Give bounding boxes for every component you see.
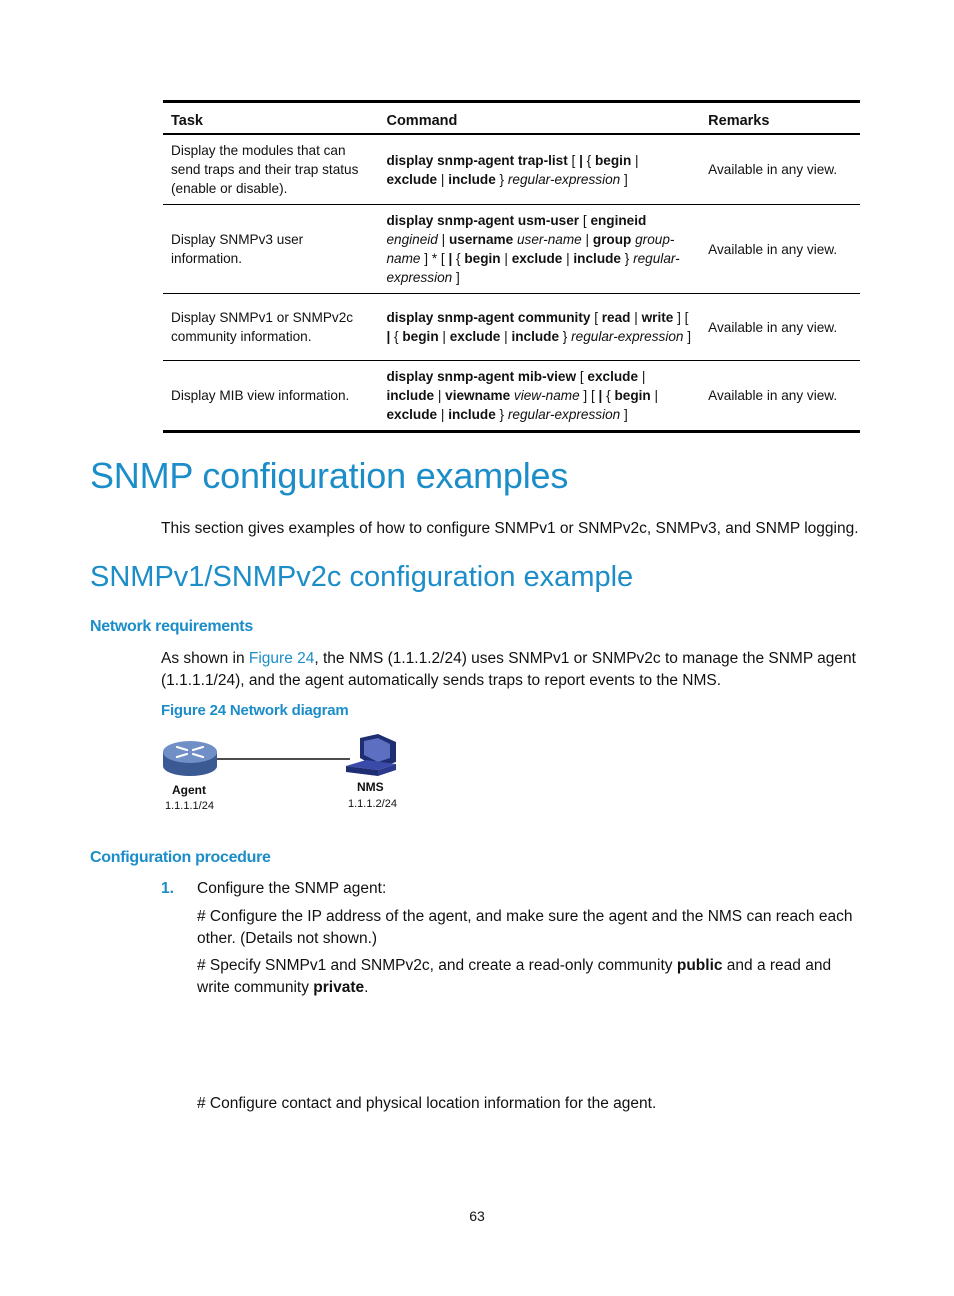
subsection-title: SNMPv1/SNMPv2c configuration example [90,561,634,593]
page-number: 63 [469,1208,485,1224]
task-cell: Display the modules that can send traps and their trap status (enable or disable). [163,134,378,205]
command-cell [378,134,700,205]
command-syntax: { [390,329,403,344]
command-syntax: ] * [ [420,251,449,266]
command-syntax: { [602,388,615,403]
command-keyword: begin [464,251,501,266]
configuration-procedure-heading: Configuration procedure [90,849,271,866]
nms-label: NMS [357,780,384,794]
command-syntax: { [452,251,465,266]
command-syntax: [ [579,213,591,228]
remarks-cell: Available in any view. [700,294,860,361]
table-row [163,361,860,432]
table-row [163,205,860,294]
command-keyword: begin [402,329,439,344]
command-syntax: } [495,407,508,422]
command-keyword: exclude [511,251,563,266]
command-syntax: [ [590,310,602,325]
command-argument: regular-expression [507,171,621,187]
note-text: . [364,978,369,996]
command-argument: engineid [386,232,438,247]
procedure-note-contact: # Configure contact and physical location information for the agent. [197,1095,657,1112]
command-keyword: exclude [386,407,438,422]
command-syntax: | [438,329,450,344]
command-keyword: begin [595,152,632,168]
task-cell: Display MIB view information. [163,361,378,432]
command-syntax: | [650,388,659,403]
command-syntax: | [631,152,639,168]
command-argument: regular-expression [571,329,684,344]
step-text: Configure the SNMP agent: [197,880,387,897]
note-text: and a read and write community [197,957,832,996]
command-table [163,100,860,433]
nms-computer-icon [346,734,396,776]
command-syntax: | [434,388,446,403]
command-syntax: | [500,251,512,266]
network-requirements-text [161,648,866,691]
remarks-cell: Available in any view. [700,134,860,205]
command-syntax: | [437,232,449,247]
command-syntax: ] [ [673,310,689,325]
figure-24-link[interactable]: Figure 24 [248,650,315,667]
command-keyword: include [448,171,496,187]
command-argument: view-name [513,388,580,403]
procedure-note-ip: # Configure the IP address of the agent, and make sure the agent and the NMS can reach each other. (Details not shown.) [197,908,853,947]
command-keyword: username [448,232,514,247]
command-syntax: | [638,369,646,384]
command-syntax: | [581,232,593,247]
command-argument: regular-expression [386,251,680,285]
command-keyword: begin [614,388,651,403]
command-keyword: include [386,388,435,403]
command-keyword: display snmp-agent mib-view [386,369,577,384]
switch-icon [163,741,217,776]
command-keyword: include [511,329,560,344]
command-syntax: { [582,152,595,168]
command-argument: user-name [516,232,582,247]
nms-ip: 1.1.1.2/24 [348,798,397,810]
command-syntax: ] [ [579,388,599,403]
task-cell: Display SNMPv1 or SNMPv2c community information. [163,294,378,361]
command-syntax: | [437,171,449,187]
command-syntax: ] [620,171,628,187]
command-keyword: group [592,232,632,247]
command-argument: group-name [386,232,675,266]
table-header-row [163,102,860,135]
command-syntax: ] [683,329,692,344]
command-cell [378,361,700,432]
command-keyword: display snmp-agent trap-list [386,152,568,168]
table-row [163,294,860,361]
header-command: Command [378,102,700,135]
command-keyword: display snmp-agent community [386,310,591,325]
section-title: SNMP configuration examples [90,455,569,496]
command-keyword: viewname [445,388,511,403]
command-syntax: ] [452,270,460,285]
command-syntax: | [630,310,642,325]
command-syntax: [ [576,369,588,384]
command-keyword: | [579,152,583,168]
remarks-cell: Available in any view. [700,205,860,294]
section-intro: This section gives examples of how to configure SNMPv1 or SNMPv2c, SNMPv3, and SNMP logging. [161,520,859,537]
command-keyword: exclude [587,369,639,384]
task-cell: Display SNMPv3 user information. [163,205,378,294]
command-syntax: } [559,329,572,344]
command-argument: regular-expression [507,407,621,422]
command-keyword: exclude [449,329,501,344]
command-keyword: display snmp-agent usm-user [386,213,580,228]
command-keyword: | [448,251,453,266]
command-cell [378,294,700,361]
procedure-note-community [197,955,867,998]
table-row [163,134,860,205]
command-syntax: } [495,171,508,187]
command-keyword: engineid [590,213,647,228]
command-syntax: | [562,251,574,266]
command-keyword: include [448,407,496,422]
network-requirements-heading: Network requirements [90,618,253,635]
command-keyword: | [598,388,603,403]
requirements-text-end: , the NMS (1.1.1.2/24) uses SNMPv1 or SNMPv2c to manage the SNMP agent (1.1.1.1/24), and the agent automatically sends traps to report events to the NMS. [161,650,856,689]
command-syntax: | [437,407,449,422]
note-text: # Specify SNMPv1 and SNMPv2c, and create a read-only community [197,957,677,974]
community-public: public [676,957,723,974]
requirements-text-start: As shown in [161,650,249,667]
command-keyword: write [641,310,674,325]
remarks-cell: Available in any view. [700,361,860,432]
command-syntax: | [500,329,512,344]
agent-label: Agent [172,783,206,797]
command-cell [378,205,700,294]
community-private: private [313,978,365,996]
command-syntax: [ [567,152,580,168]
command-keyword: include [573,251,621,266]
command-syntax: } [621,251,634,266]
command-keyword: exclude [386,171,438,187]
header-task: Task [163,102,378,135]
command-syntax: ] [620,407,628,422]
step-number: 1. [161,880,174,897]
command-keyword: | [386,329,391,344]
figure-caption: Figure 24 Network diagram [161,702,349,719]
agent-ip: 1.1.1.1/24 [165,800,214,812]
command-keyword: read [601,310,631,325]
header-remarks: Remarks [700,102,860,135]
